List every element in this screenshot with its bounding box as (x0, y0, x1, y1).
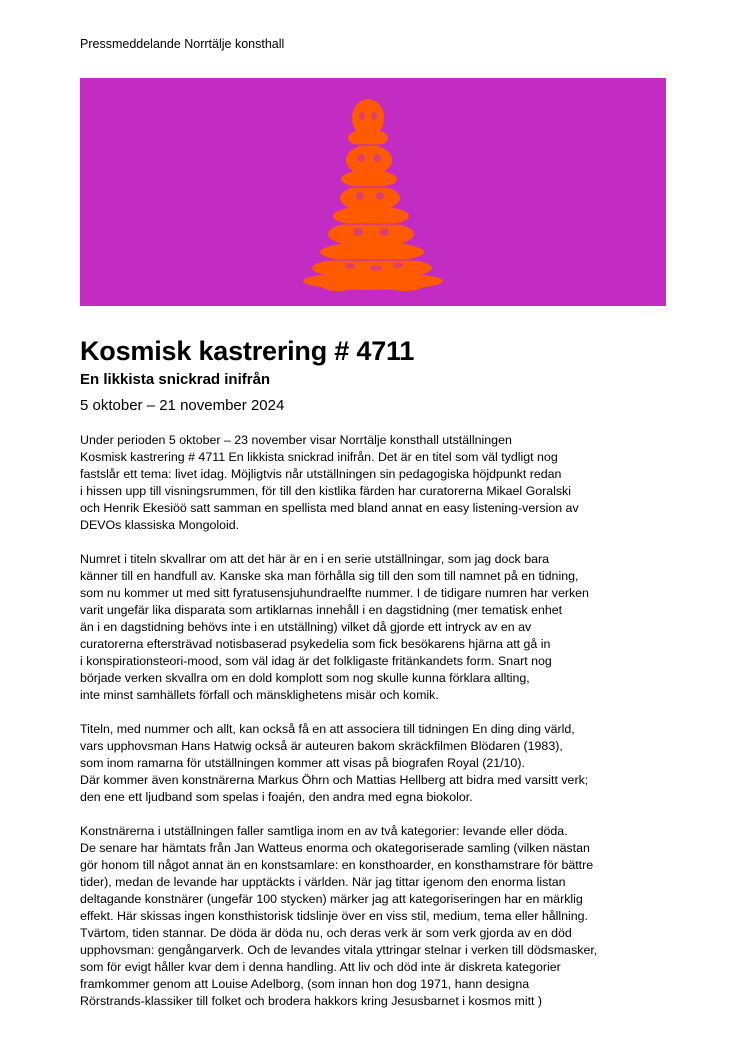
page-title: Kosmisk kastrering # 4711 (80, 336, 415, 366)
text-line: som nu kommer ut med sitt fyratusensjuhundraelfte nummer. I de tidigare numren har verken (80, 586, 589, 600)
article-body (80, 432, 680, 1027)
document-header: Pressmeddelande Norrtälje konsthall (80, 37, 285, 51)
hero-image (80, 78, 666, 306)
text-line: än i en dagstidning behövs inte i en utställning) vilket då gjorde ett intryck av en av (80, 620, 532, 634)
text-line: som för evigt håller kvar dem i denna handling. Att liv och död inte är diskreta kategorier (80, 960, 561, 974)
text-line: och Henrik Ekesiöö satt samman en spellista med bland annat en easy listening-version av (80, 501, 579, 515)
stacked-skull-figure-icon (80, 78, 666, 306)
text-line: började verken skvallra om en dold komplott som nog skulle kunna förklara allting, (80, 671, 530, 685)
text-line: DEVOs klassiska Mongoloid. (80, 518, 240, 532)
text-line: inte minst samhällets förfall och mänsklighetens misär och komik. (80, 688, 439, 702)
page-subtitle: En likkista snickrad inifrån (80, 371, 271, 388)
paragraph (80, 551, 680, 704)
paragraph (80, 432, 680, 534)
text-line: Numret i titeln skvallrar om att det här är en i en serie utställningar, som jag dock bara (80, 552, 549, 566)
text-line: i konspirationsteori-mood, som väl idag är det folkligaste fritänkandets form. Snart nog (80, 654, 552, 668)
text-line: framkommer genom att Louise Adelborg, (som innan hon dog 1971, hann designa (80, 977, 530, 991)
text-line: Titeln, med nummer och allt, kan också få en att associera till tidningen En ding ding värld, (80, 722, 575, 736)
text-line: Konstnärerna i utställningen faller samtliga inom en av två kategorier: levande eller döda. (80, 824, 568, 838)
text-line: fastslår ett tema: livet idag. Möjligtvis når utställningen sin pedagogiska höjdpunkt redan (80, 467, 562, 481)
text-line: Kosmisk kastrering # 4711 En likkista snickrad inifrån. Det är en titel som väl tydligt nog (80, 450, 558, 464)
text-line: som inom ramarna för utställningen kommer att visas på biografen Royal (21/10). (80, 756, 525, 770)
text-line: Under perioden 5 oktober – 23 november visar Norrtälje konsthall utställningen (80, 433, 512, 447)
text-line: deltagande konstnärer (ungefär 100 stycken) märker jag att kategoriseringen har en märklig (80, 892, 583, 906)
text-line: vars upphovsman Hans Hatwig också är auteuren bakom skräckfilmen Blödaren (1983), (80, 739, 563, 753)
text-line: upphovsman: gengångarverk. Och de levandes vitala yttringar stelnar i verken till dödsmasker, (80, 943, 598, 957)
paragraph (80, 721, 680, 806)
text-line: den ene ett ljudband som spelas i foajén, den andra med egna biokolor. (80, 790, 473, 804)
text-line: De senare har hämtats från Jan Watteus enorma och okategoriserade samling (vilken nästan (80, 841, 590, 855)
text-line: gör honom till något annat än en konstsamlare: en konsthoarder, en konsthamstrare för bättre (80, 858, 594, 872)
text-line: Där kommer även konstnärerna Markus Öhrn och Mattias Hellberg att bidra med varsitt verk; (80, 773, 589, 787)
text-line: curatorerna eftersträvad notisbaserad psykedelia som fick besökarens hjärna att gå in (80, 637, 551, 651)
paragraph (80, 823, 680, 1010)
text-line: Tvärtom, tiden stannar. De döda är döda nu, och deras verk är som verk gjorda av en död (80, 926, 572, 940)
text-line: känner till en handfull av. Kanske ska man förhålla sig till den som till namnet på en tidning, (80, 569, 579, 583)
text-line: varit ungefär lika disparata som artiklarnas innehåll i en dagstidning (mer tematisk enhet (80, 603, 563, 617)
exhibition-dates: 5 oktober – 21 november 2024 (80, 397, 285, 414)
text-line: tider), medan de levande har upptäckts i världen. När jag tittar igenom den enorma listan (80, 875, 566, 889)
text-line: Rörstrands-klassiker till folket och brodera hakkors kring Jesusbarnet i kosmos mitt ) (80, 994, 543, 1008)
text-line: i hissen upp till visningsrummen, för till den kistlika färden har curatorerna Mikael Goralski (80, 484, 572, 498)
text-line: effekt. Här skissas ingen konsthistorisk tidslinje över en viss stil, medium, tema eller hållning. (80, 909, 588, 923)
